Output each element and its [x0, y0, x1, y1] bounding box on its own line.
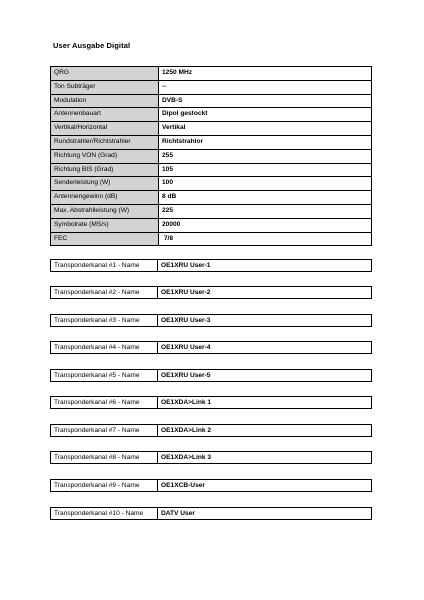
param-label: Senderleistung (W): [51, 177, 159, 191]
param-value: 20000: [159, 218, 372, 232]
transponder-row: [50, 314, 372, 327]
param-label: Antennenbauart: [51, 108, 159, 122]
transponder-label: Transponderkanal #5 - Name: [51, 370, 158, 381]
table-row: [51, 94, 372, 108]
param-label: Richtung VON (Grad): [51, 149, 159, 163]
transponder-row: [50, 286, 372, 299]
table-row: [51, 67, 372, 81]
table-row: [51, 218, 372, 232]
table-row: [51, 204, 372, 218]
table-row: [51, 163, 372, 177]
param-label: Rundstrahler/Richtstrahler: [51, 135, 159, 149]
transponder-row: [50, 507, 372, 520]
param-value: Vertikal: [159, 122, 372, 136]
transponder-row: [50, 451, 372, 464]
transponder-row: [50, 396, 372, 409]
transponder-label: Transponderkanal #6 - Name: [51, 397, 158, 408]
transponder-name: OE1XRU User-1: [161, 262, 211, 269]
table-row: [51, 80, 372, 94]
param-value: 225: [159, 204, 372, 218]
param-label: QRG: [51, 67, 159, 81]
table-row: [51, 149, 372, 163]
param-label: Symbolrate (MS/s): [51, 218, 159, 232]
table-row: [51, 122, 372, 136]
param-label: Ton Subträger: [51, 80, 159, 94]
transponder-label: Transponderkanal #9 - Name: [51, 480, 158, 491]
transponder-name: OE1XRU User-3: [161, 317, 211, 324]
param-value: 255: [159, 149, 372, 163]
param-label: Modulation: [51, 94, 159, 108]
param-label: FEC: [51, 232, 159, 246]
transponder-label: Transponderkanal #1 - Name: [51, 260, 158, 271]
transponder-row: [50, 259, 372, 272]
transponder-label: Transponderkanal #2 - Name: [51, 287, 158, 298]
param-value: Dipol gestockt: [159, 108, 372, 122]
transponder-name: OE1XRU User-2: [161, 289, 211, 296]
param-value: 7/8: [159, 232, 372, 246]
transponder-label: Transponderkanal #8 - Name: [51, 452, 158, 463]
param-label: Antennengewinn (dB): [51, 191, 159, 205]
table-row: [51, 135, 372, 149]
param-value: 100: [159, 177, 372, 191]
transponder-label: Transponderkanal #3 - Name: [51, 315, 158, 326]
param-label: Richtung BIS (Grad): [51, 163, 159, 177]
transponder-name: OE1XRU User-4: [161, 344, 211, 351]
table-row: [51, 177, 372, 191]
transponder-row: [50, 341, 372, 354]
transponder-name: OE1XDA>Link 1: [161, 399, 212, 406]
transponder-row: [50, 424, 372, 437]
transponder-label: Transponderkanal #7 - Name: [51, 425, 158, 436]
param-value: 8 dB: [159, 191, 372, 205]
param-label: Max. Abstrahlleistung (W): [51, 204, 159, 218]
page-title: User Ausgabe Digital: [53, 41, 131, 50]
param-value: 1250 MHz: [159, 67, 372, 81]
transponder-name: OE1XDA>Link 3: [161, 454, 212, 461]
transponder-label: Transponderkanal #4 - Name: [51, 342, 158, 353]
table-row: [51, 232, 372, 246]
transponder-name: DATV User: [161, 510, 195, 517]
param-value: DVB-S: [159, 94, 372, 108]
param-value: 105: [159, 163, 372, 177]
transponder-name: OE1XCB-User: [161, 482, 205, 489]
param-value: Richtstrahlor: [159, 135, 372, 149]
param-label: Vertikal/Horizontal: [51, 122, 159, 136]
transponder-row: [50, 479, 372, 492]
transponder-label: Transponderkanal #10 - Name: [51, 508, 158, 519]
param-value: --: [159, 80, 372, 94]
transponder-row: [50, 369, 372, 382]
transponder-name: OE1XRU User-5: [161, 372, 211, 379]
table-row: [51, 108, 372, 122]
transponder-name: OE1XDA>Link 2: [161, 427, 212, 434]
table-row: [51, 191, 372, 205]
parameter-table: [50, 66, 372, 246]
